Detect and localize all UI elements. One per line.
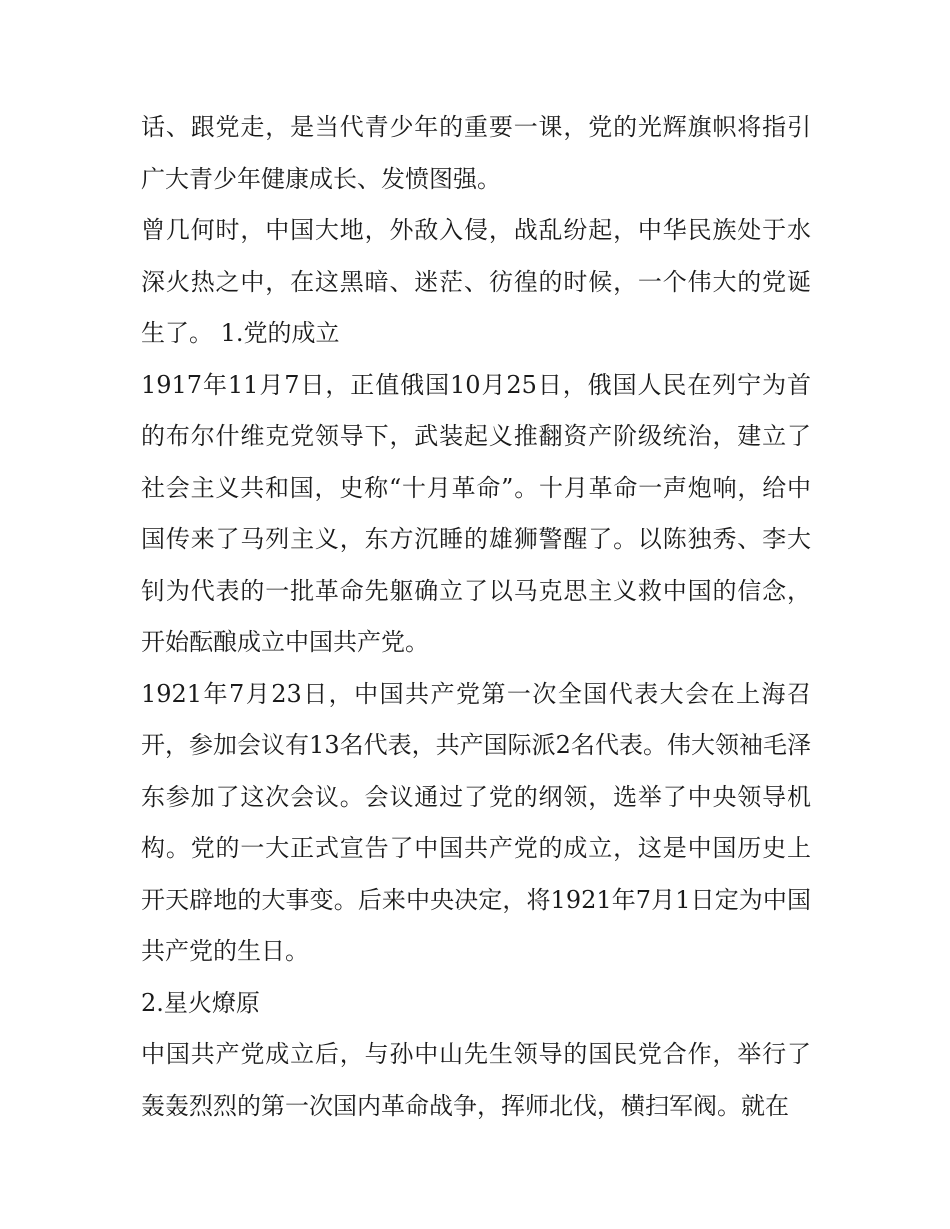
paragraph-october-revolution: 1917年11月7日，正值俄国10月25日，俄国人民在列宁为首的布尔什维克党领导下，武装起义推翻资产阶级统治，建立了社会主义共和国，史称“十月革命”。十月革命一声炮响，给中国传来了马列主义，东方沉睡的雄狮警醒了。以陈独秀、李大钊为代表的一批革命先躯确立了以马克思主义救中国的信念，开始酝酿成立中国共产党。	[141, 370, 811, 656]
paragraph-northern-expedition: 中国共产党成立后，与孙中山先生领导的国民党合作，举行了轰轰烈烈的第一次国内革命战争，挥师北伐，横扫军阀。就在	[141, 1040, 811, 1120]
paragraph-historical-background: 曾几何时，中国大地，外敌入侵，战乱纷起，中华民族处于水深火热之中，在这黑暗、迷茫、彷徨的时候，一个伟大的党诞生了。 1.党的成立	[141, 216, 811, 347]
paragraph-intro-continuation: 话、跟党走，是当代青少年的重要一课，党的光辉旗帜将指引广大青少年健康成长、发愤图强。	[141, 113, 811, 193]
paragraph-first-congress: 1921年7月23日，中国共产党第一次全国代表大会在上海召开，参加会议有13名代表，共产国际派2名代表。伟大领袖毛泽东参加了这次会议。会议通过了党的纲领，选举了中央领导机构。党的一大正式宣告了中国共产党的成立，这是中国历史上开天辟地的大事变。后来中央决定，将1921年7月1日定为中国共产党的生日。	[141, 679, 811, 965]
section-heading-spark: 2.星火燎原	[141, 988, 260, 1017]
document-body	[141, 102, 811, 1132]
